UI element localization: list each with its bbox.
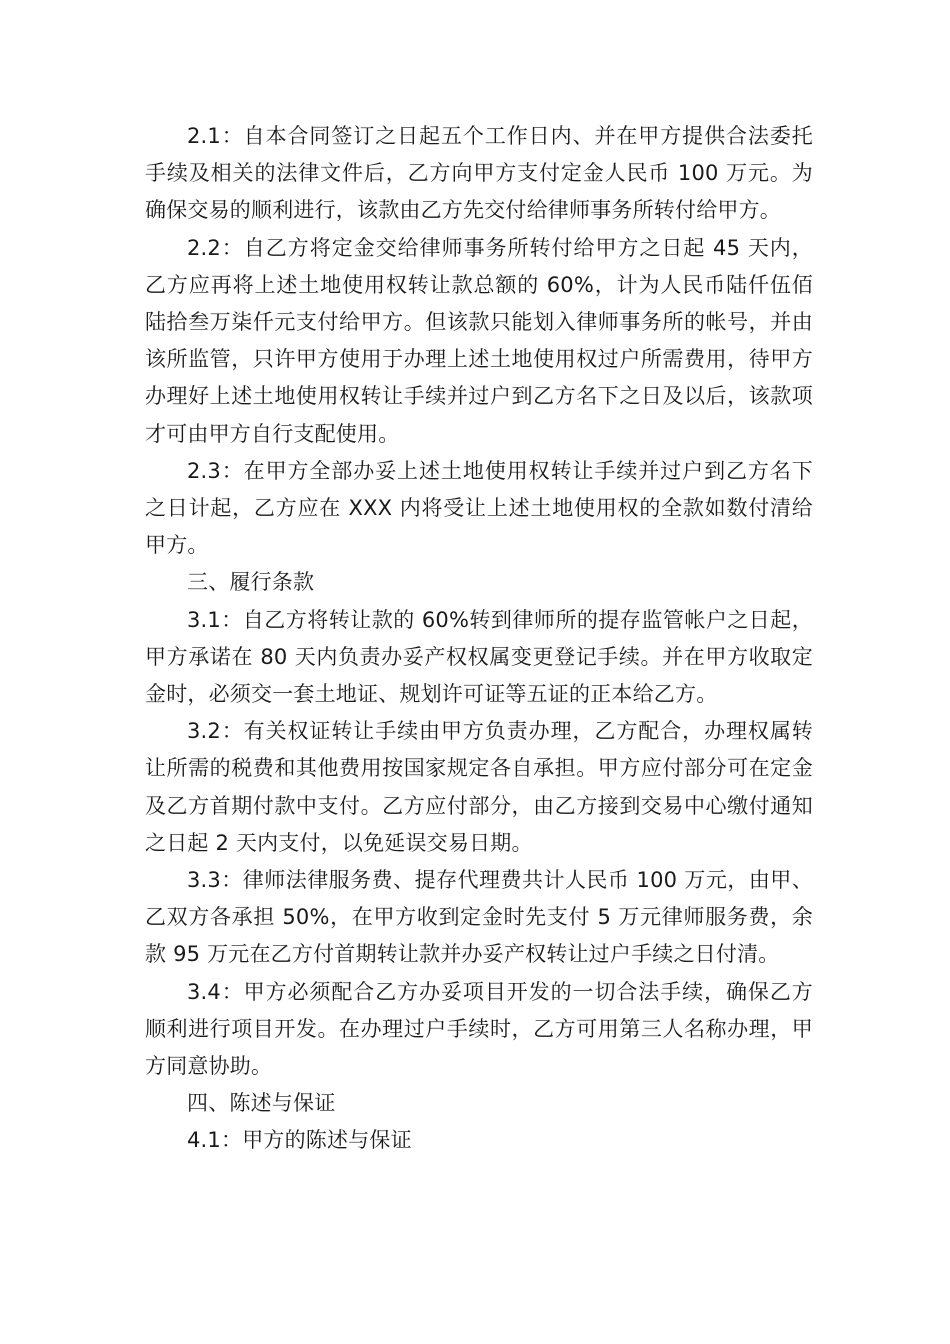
clause-3-4: 3.4：甲方必须配合乙方办妥项目开发的一切合法手续，确保乙方顺利进行项目开发。在办理过户手续时，乙方可用第三人名称办理，甲方同意协助。 — [145, 979, 813, 1079]
clause-3-3: 3.3：律师法律服务费、提存代理费共计人民币 100 万元，由甲、乙双方各承担 50%，在甲方收到定金时先支付 5 万元律师服务费，余款 95 万元在乙方付首期转让款并办妥产权转让过户手续之日付清。 — [145, 868, 813, 967]
clause-2-3: 2.3：在甲方全部办妥上述土地使用权转让手续并过户到乙方名下之日计起，乙方应在 XXX 内将受让上述土地使用权的全款如数付清给甲方。 — [145, 458, 813, 558]
clause-3-2: 3.2：有关权证转让手续由甲方负责办理，乙方配合，办理权属转让所需的税费和其他费用按国家规定各自承担。甲方应付部分可在定金及乙方首期付款中支付。乙方应付部分，由乙方接到交易中心缴付通知之日起 2 天内支付，以免延误交易日期。 — [145, 719, 813, 855]
clause-2-1: 2.1：自本合同签订之日起五个工作日内、并在甲方提供合法委托手续及相关的法律文件后，乙方向甲方支付定金人民币 100 万元。为确保交易的顺利进行，该款由乙方先交付给律师事务所转付给甲方。 — [145, 124, 813, 223]
section-heading-representations: 四、陈述与保证 — [187, 1091, 336, 1116]
clause-3-1: 3.1：自乙方将转让款的 60%转到律师所的提存监管帐户之日起，甲方承诺在 80 天内负责办妥产权权属变更登记手续。并在甲方收取定金时，必须交一套土地证、规划许可证等五证的正本给乙方。 — [145, 607, 813, 707]
document-body — [145, 118, 813, 1160]
clause-2-2: 2.2：自乙方将定金交给律师事务所转付给甲方之日起 45 天内，乙方应再将上述土地使用权转让款总额的 60%，计为人民币陆仟伍佰陆拾叁万柒仟元支付给甲方。但该款只能划入律师事务所的帐号，并由该所监管，只许甲方使用于办理上述土地使用权过户所需费用，待甲方办理好上述土地使用权转让手续并过户到乙方名下之日及以后，该款项才可由甲方自行支配使用。 — [145, 235, 813, 446]
section-heading-performance: 三、履行条款 — [187, 570, 315, 595]
clause-4-1: 4.1：甲方的陈述与保证 — [187, 1128, 412, 1153]
